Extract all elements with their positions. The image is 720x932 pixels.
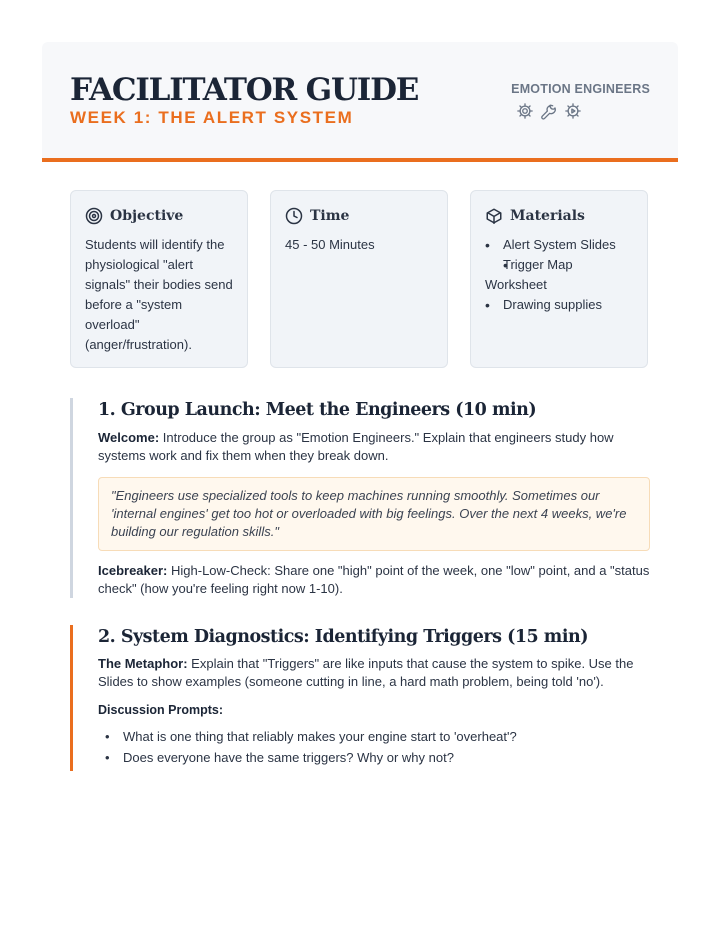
materials-card <box>470 190 648 368</box>
time-text: 45 - 50 Minutes <box>285 237 375 252</box>
list-item: • Trigger Map Worksheet <box>485 255 633 295</box>
week-subtitle: WEEK 1: THE ALERT SYSTEM <box>70 108 354 127</box>
welcome-text: Introduce the group as "Emotion Engineers." Explain that engineers study how systems work and fix them when they break down. <box>98 430 614 463</box>
list-item: • What is one thing that reliably makes your engine start to 'overheat'? <box>98 726 650 747</box>
section-group-launch <box>70 398 650 598</box>
icebreaker-label: Icebreaker: <box>98 563 168 578</box>
brand-icons <box>516 102 582 120</box>
page-title: FACILITATOR GUIDE <box>70 72 419 108</box>
brand-name: EMOTION ENGINEERS <box>511 82 650 96</box>
section-title: 1. Group Launch: Meet the Engineers (10 min) <box>98 400 537 420</box>
wrench-icon <box>540 102 558 120</box>
gear-icon <box>516 102 534 120</box>
clock-icon <box>285 207 303 225</box>
target-icon <box>85 207 103 225</box>
quote-callout: "Engineers use specialized tools to keep machines running smoothly. Sometimes our 'internal engines' get too hot or overloaded with big feelings. Over the next 4 weeks, we're building our regulation skills." <box>98 477 650 551</box>
list-item: • Alert System Slides <box>485 235 633 255</box>
list-item: • Drawing supplies <box>485 295 633 315</box>
section-title: 2. System Diagnostics: Identifying Triggers (15 min) <box>98 627 588 647</box>
time-card <box>270 190 448 368</box>
metaphor-label: The Metaphor: <box>98 656 188 671</box>
materials-list <box>485 235 633 315</box>
icebreaker-text: High-Low-Check: Share one "high" point of the week, one "low" point, and a "status check" (how you're feeling right now 1-10). <box>98 563 650 596</box>
icebreaker-paragraph <box>98 562 650 598</box>
metaphor-text: Explain that "Triggers" are like inputs that cause the system to spike. Use the Slides to show examples (someone cutting in line, a hard math problem, being told 'no'). <box>98 656 634 689</box>
overview-cards <box>70 190 650 370</box>
materials-title: Materials <box>510 208 585 224</box>
section-system-diagnostics <box>70 625 650 771</box>
objective-card <box>70 190 248 368</box>
objective-title: Objective <box>110 208 184 224</box>
list-item: • Does everyone have the same triggers? Why or why not? <box>98 747 650 768</box>
gear-play-icon <box>564 102 582 120</box>
welcome-paragraph <box>98 429 650 465</box>
objective-text: Students will identify the physiological "alert signals" their bodies send before a "system overload" (anger/frustration). <box>85 237 233 352</box>
prompts-label: Discussion Prompts: <box>98 703 224 717</box>
metaphor-paragraph <box>98 655 650 691</box>
welcome-label: Welcome: <box>98 430 160 445</box>
prompts-list <box>98 726 650 768</box>
time-title: Time <box>310 208 350 224</box>
box-icon <box>485 207 503 225</box>
guide-header <box>42 42 678 162</box>
